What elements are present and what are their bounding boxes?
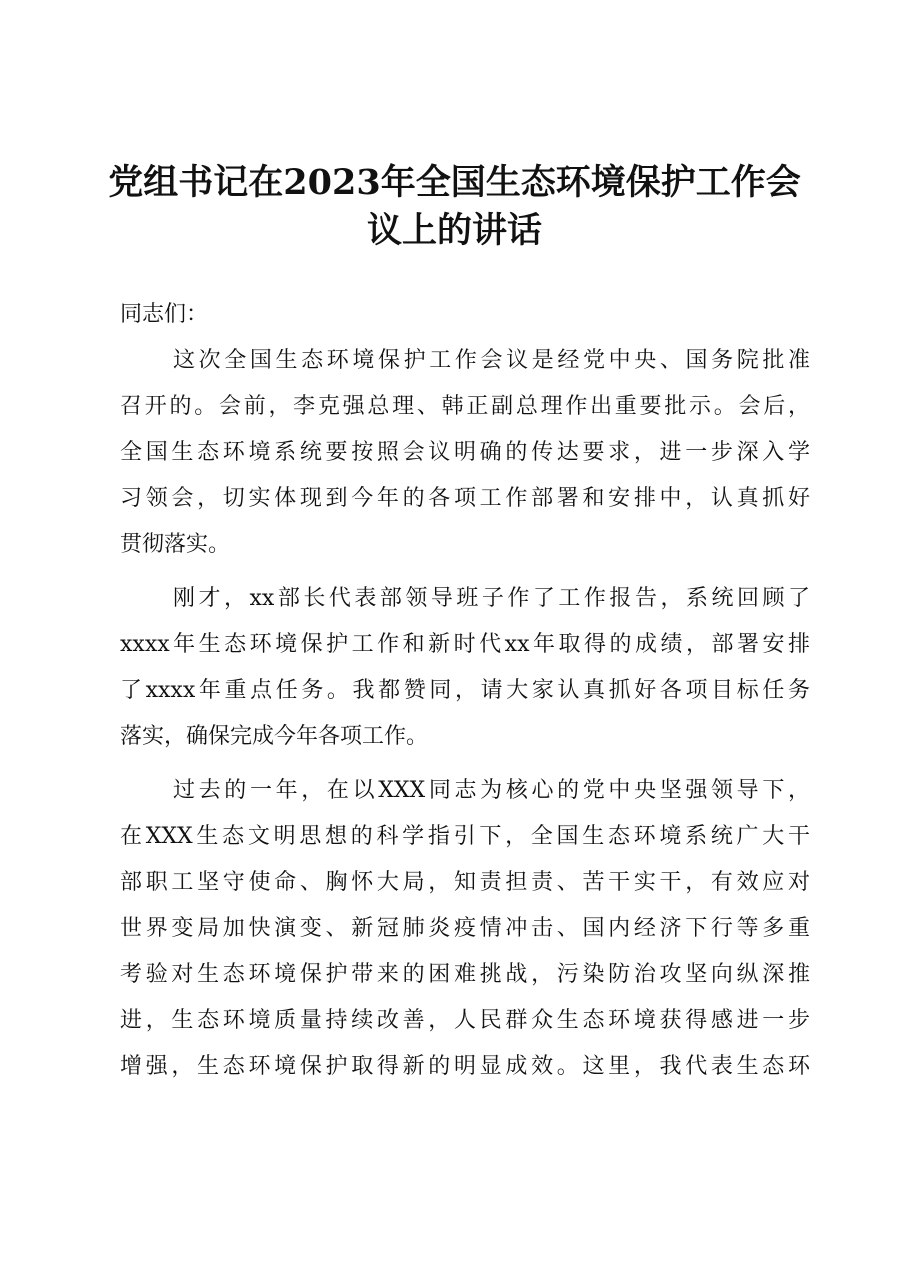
salutation: 同志们： [120, 302, 209, 327]
paragraph-1-line-3: 全国生态环境系统要按照会议明确的传达要求，进一步深入学 [120, 440, 810, 465]
paragraph-1-line-1: 这次全国生态环境保护工作会议是经党中央、国务院批准 [173, 348, 810, 373]
document-title-line-1: 党组书记在2023年全国生态环境保护工作会 [108, 162, 801, 203]
paragraph-3-line-1: 过去的一年，在以XXX同志为核心的党中央坚强领导下， [173, 778, 810, 803]
paragraph-3-line-4: 世界变局加快演变、新冠肺炎疫情冲击、国内经济下行等多重 [120, 916, 810, 941]
paragraph-3-line-6: 进，生态环境质量持续改善，人民群众生态环境获得感进一步 [120, 1008, 810, 1033]
document-title-line-2: 议上的讲话 [366, 210, 542, 251]
paragraph-1-line-4: 习领会，切实体现到今年的各项工作部署和安排中，认真抓好 [120, 486, 810, 511]
paragraph-3-line-3: 部职工坚守使命、胸怀大局，知责担责、苦干实干，有效应对 [120, 870, 810, 895]
paragraph-2-line-3: 了xxxx年重点任务。我都赞同，请大家认真抓好各项目标任务 [120, 678, 810, 703]
paragraph-3-line-7: 增强，生态环境保护取得新的明显成效。这里，我代表生态环 [120, 1054, 810, 1079]
paragraph-3-line-5: 考验对生态环境保护带来的困难挑战，污染防治攻坚向纵深推 [120, 962, 810, 987]
paragraph-2-line-2: xxxx年生态环境保护工作和新时代xx年取得的成绩，部署安排 [120, 632, 810, 657]
paragraph-1-line-5: 贯彻落实。 [120, 532, 231, 557]
paragraph-3-line-2: 在XXX生态文明思想的科学指引下，全国生态环境系统广大干 [120, 824, 810, 849]
paragraph-2-line-1: 刚才，xx部长代表部领导班子作了工作报告，系统回顾了 [173, 586, 810, 611]
paragraph-1-line-2: 召开的。会前，李克强总理、韩正副总理作出重要批示。会后， [120, 394, 810, 419]
paragraph-2-line-4: 落实，确保完成今年各项工作。 [120, 724, 429, 749]
